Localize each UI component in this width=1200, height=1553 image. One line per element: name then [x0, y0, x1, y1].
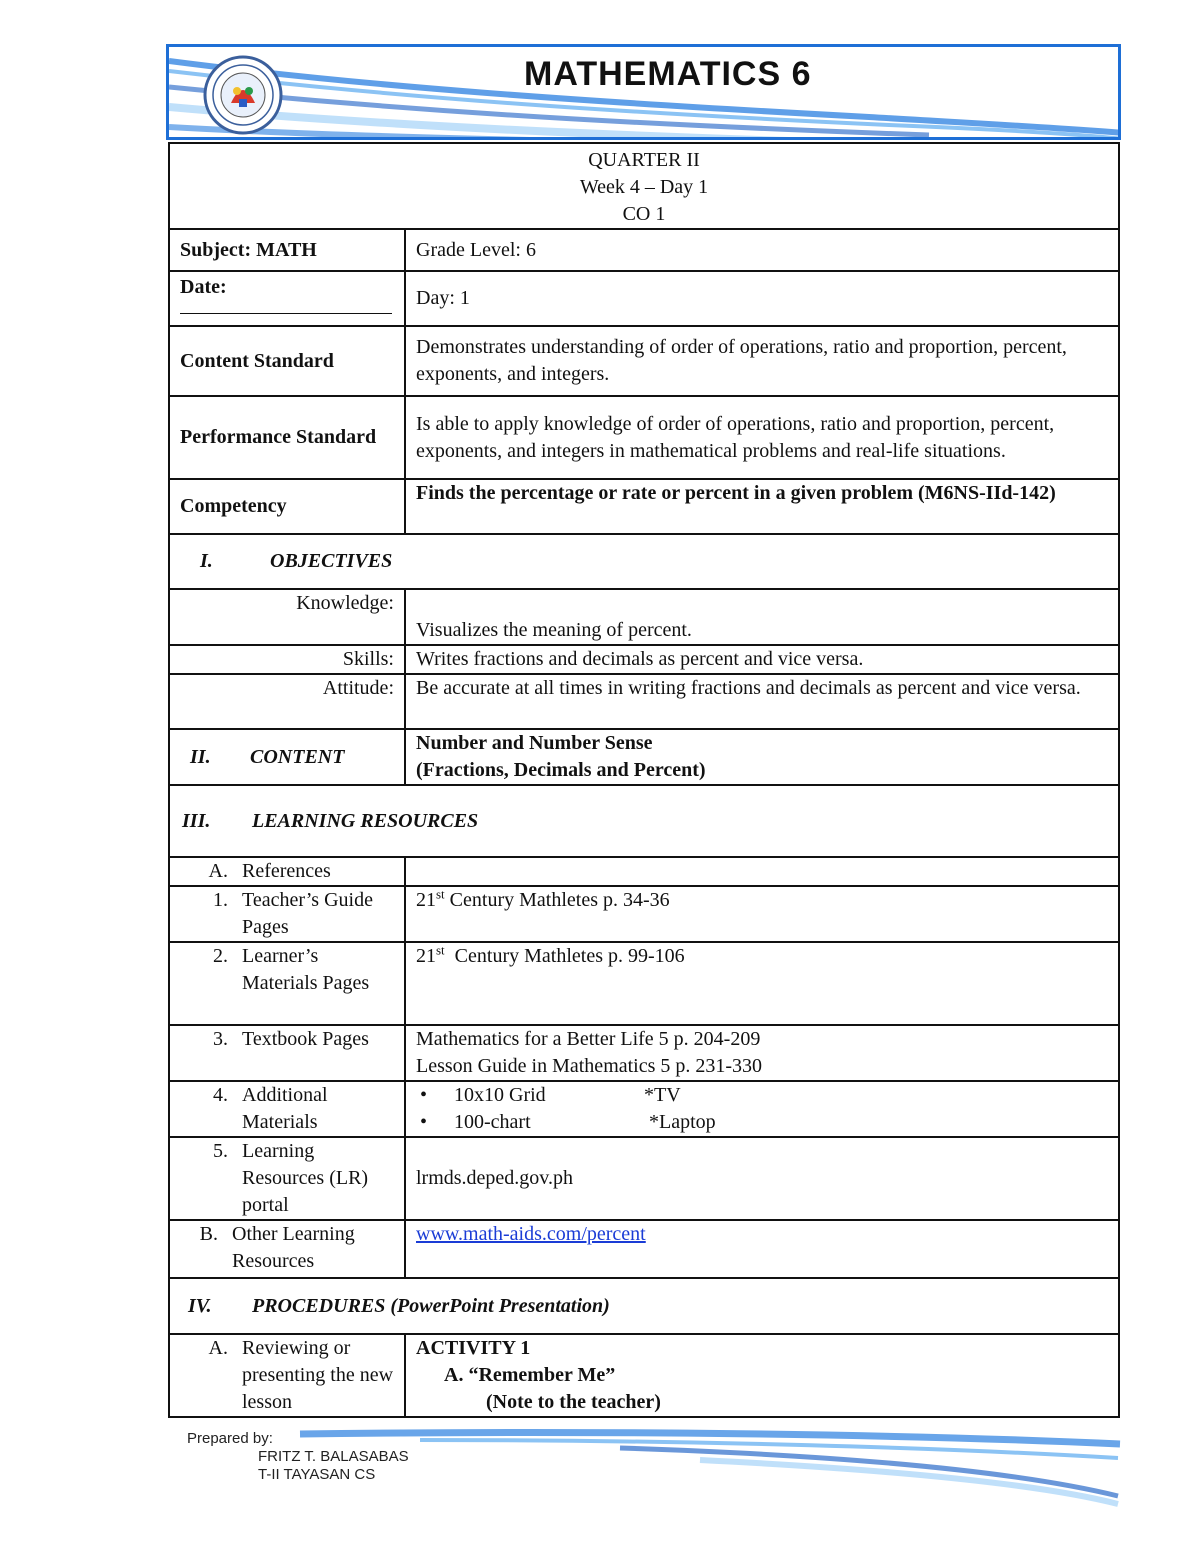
attitude-row	[169, 674, 1119, 729]
content-standard-text: Demonstrates understanding of order of operations, ratio and proportion, percent, exponents, and integers.	[405, 326, 1119, 396]
competency-label: Competency	[169, 479, 405, 534]
objectives-heading-row	[169, 534, 1119, 589]
activity-sub-title: “Remember Me”	[468, 1364, 616, 1386]
objectives-heading: OBJECTIVES	[270, 550, 393, 572]
knowledge-row	[169, 589, 1119, 645]
teachers-guide-label: Teacher’s Guide Pages	[242, 889, 373, 938]
additional-materials-row	[169, 1081, 1119, 1137]
date-row	[169, 271, 1119, 326]
deped-seal-icon	[203, 55, 283, 135]
intro-row	[169, 143, 1119, 229]
reviewing-label: Reviewing or presenting the new lesson	[242, 1337, 394, 1413]
performance-standard-text: Is able to apply knowledge of order of operations, ratio and proportion, percent, exponents, and integers in mathematical problems and real-life situations.	[405, 396, 1119, 479]
procedures-heading: PROCEDURES (PowerPoint Presentation)	[252, 1294, 610, 1317]
material-item: • 100-chart *Laptop	[416, 1109, 1108, 1136]
document-title: MATHEMATICS 6	[524, 55, 812, 93]
learning-resources-heading: LEARNING RESOURCES	[252, 809, 479, 832]
lr-portal-row	[169, 1137, 1119, 1220]
lr-portal-number: 5.	[213, 1140, 228, 1162]
teachers-guide-text: 21st Century Mathletes p. 34-36	[405, 886, 1119, 942]
material-item: • 10x10 Grid *TV	[416, 1082, 1108, 1109]
activity-title: ACTIVITY 1	[416, 1337, 531, 1359]
learning-resources-heading-row	[169, 785, 1119, 857]
skills-text: Writes fractions and decimals as percent and vice versa.	[405, 645, 1119, 674]
content-number: II.	[190, 745, 211, 768]
textbook-label: Textbook Pages	[242, 1028, 369, 1050]
textbook-row	[169, 1025, 1119, 1081]
content-standard-label: Content Standard	[169, 326, 405, 396]
references-row	[169, 857, 1119, 886]
document-header	[166, 44, 1121, 140]
content-line-2: (Fractions, Decimals and Percent)	[416, 759, 706, 781]
teacher-note: (Note to the teacher)	[486, 1391, 661, 1413]
knowledge-text: Visualizes the meaning of percent.	[405, 589, 1119, 645]
footer-swoosh-decoration	[0, 1400, 1200, 1510]
competency-text: Finds the percentage or rate or percent in a given problem (M6NS-IId-142)	[405, 479, 1119, 534]
learners-materials-number: 2.	[213, 945, 228, 967]
attitude-text: Be accurate at all times in writing fractions and decimals as percent and vice versa.	[405, 674, 1119, 729]
textbook-line-2: Lesson Guide in Mathematics 5 p. 231-330	[416, 1055, 763, 1077]
other-resources-row	[169, 1220, 1119, 1278]
co-label: CO 1	[622, 203, 666, 225]
learners-materials-label: Learner’s Materials Pages	[242, 945, 370, 994]
performance-standard-label: Performance Standard	[169, 396, 405, 479]
other-resources-link[interactable]: www.math-aids.com/percent	[416, 1223, 646, 1245]
other-resources-label: Other Learning Resources	[232, 1223, 355, 1272]
grade-level-label: Grade Level: 6	[405, 229, 1119, 271]
date-blank-line	[180, 313, 392, 314]
objectives-number: I.	[200, 550, 213, 572]
other-resources-number: B.	[199, 1223, 218, 1245]
knowledge-label: Knowledge:	[169, 589, 405, 645]
procedures-number: IV.	[188, 1294, 212, 1317]
quarter-label: QUARTER II	[588, 149, 700, 171]
lr-portal-label: Learning Resources (LR) portal	[242, 1140, 369, 1216]
textbook-line-1: Mathematics for a Better Life 5 p. 204-209	[416, 1028, 761, 1050]
additional-materials-number: 4.	[213, 1084, 228, 1106]
date-label: Date:	[180, 276, 227, 298]
subject-label: Subject: MATH	[169, 229, 405, 271]
content-standard-row	[169, 326, 1119, 396]
subject-row	[169, 229, 1119, 271]
content-row	[169, 729, 1119, 785]
skills-row	[169, 645, 1119, 674]
bullet-icon: •	[420, 1084, 428, 1106]
day-label: Day: 1	[405, 271, 1119, 326]
competency-row	[169, 479, 1119, 534]
learners-materials-row	[169, 942, 1119, 1025]
reviewing-number: A.	[208, 1337, 228, 1359]
references-number: A.	[208, 860, 228, 882]
additional-materials-label: Additional Materials	[242, 1084, 328, 1133]
references-label: References	[242, 860, 331, 882]
learners-materials-text: 21st Century Mathletes p. 99-106	[405, 942, 1119, 1025]
teachers-guide-row	[169, 886, 1119, 942]
textbook-number: 3.	[213, 1028, 228, 1050]
bullet-icon: •	[420, 1111, 428, 1133]
activity-sub-number: A.	[444, 1364, 464, 1386]
content-line-1: Number and Number Sense	[416, 732, 653, 754]
skills-label: Skills:	[169, 645, 405, 674]
preparer-position: T-II TAYASAN CS	[258, 1466, 376, 1483]
week-day-label: Week 4 – Day 1	[579, 176, 709, 198]
content-heading: CONTENT	[250, 745, 345, 768]
procedures-heading-row	[169, 1278, 1119, 1334]
teachers-guide-number: 1.	[213, 889, 228, 911]
learning-resources-number: III.	[182, 809, 211, 832]
prepared-by-label: Prepared by:	[187, 1430, 273, 1447]
preparer-name: FRITZ T. BALASABAS	[258, 1448, 409, 1465]
performance-standard-row	[169, 396, 1119, 479]
lr-portal-text: lrmds.deped.gov.ph	[405, 1137, 1119, 1220]
attitude-label: Attitude:	[169, 674, 405, 729]
lesson-plan-table	[168, 142, 1120, 1418]
